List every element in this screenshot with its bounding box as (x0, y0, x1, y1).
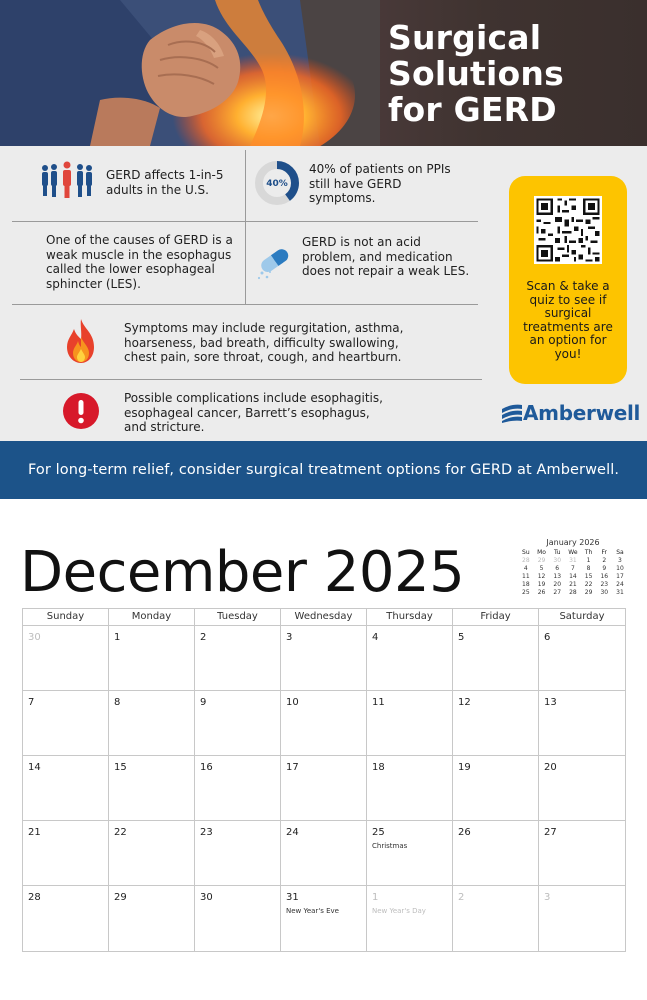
mini-day: 31 (569, 557, 577, 564)
hero-banner (0, 0, 647, 146)
mini-day: 29 (537, 557, 546, 564)
day-cell[interactable] (281, 886, 367, 951)
day-cell[interactable] (109, 756, 195, 821)
day-number: 27 (544, 827, 557, 838)
mini-day: 12 (537, 573, 546, 580)
weekday-header: Monday (109, 609, 195, 625)
day-cell[interactable] (367, 626, 453, 691)
day-cell[interactable] (23, 626, 109, 691)
people-icon (40, 160, 98, 200)
mini-weekday-label: Su (522, 549, 530, 556)
qr-code[interactable] (534, 196, 602, 264)
info-panel (0, 146, 647, 441)
mini-weekday-label: Th (584, 549, 593, 556)
day-cell[interactable] (453, 886, 539, 951)
weekday-header: Wednesday (281, 609, 367, 625)
mini-day: 14 (569, 573, 577, 580)
day-number: 7 (28, 697, 35, 708)
day-cell[interactable] (453, 626, 539, 691)
weekday-header: Thursday (367, 609, 453, 625)
holiday-label: Christmas (372, 842, 408, 850)
fact-complications: Possible complications include esophagitis, esophageal cancer, Barrett’s esophagus, and stricture. (124, 391, 383, 434)
mini-day: 20 (553, 581, 562, 588)
alert-icon (62, 392, 100, 430)
mini-weekday-label: Fr (601, 549, 608, 556)
day-number: 16 (200, 762, 213, 773)
month-title: December 2025 (20, 540, 465, 605)
brand-logo (501, 400, 641, 428)
mini-day: 29 (584, 589, 593, 596)
day-number: 1 (114, 632, 121, 643)
mini-day: 7 (570, 565, 575, 572)
day-number: 10 (286, 697, 299, 708)
day-cell[interactable] (367, 691, 453, 756)
day-number: 31 (286, 892, 299, 903)
day-cell[interactable] (453, 691, 539, 756)
day-number: 3 (286, 632, 293, 643)
brand-name: Amberwell (523, 401, 641, 425)
day-cell[interactable] (281, 756, 367, 821)
day-cell[interactable] (539, 886, 625, 951)
mini-day: 5 (539, 565, 544, 572)
divider (12, 304, 478, 305)
day-number: 30 (28, 632, 41, 643)
mini-weekday-label: Tu (553, 549, 561, 556)
hero-chest-illustration (0, 0, 380, 146)
day-cell[interactable] (195, 821, 281, 886)
day-number: 23 (200, 827, 213, 838)
day-cell[interactable] (367, 886, 453, 951)
mini-weekday-label: Sa (616, 549, 624, 556)
day-number: 17 (286, 762, 299, 773)
day-number: 5 (458, 632, 465, 643)
mini-day: 25 (522, 589, 530, 596)
day-number: 15 (114, 762, 127, 773)
mini-day: 16 (600, 573, 609, 580)
day-cell[interactable] (539, 626, 625, 691)
mini-day: 4 (523, 565, 528, 572)
day-cell[interactable] (281, 626, 367, 691)
day-cell[interactable] (195, 691, 281, 756)
holiday-label: New Year's Eve (286, 907, 339, 915)
mini-day: 8 (586, 565, 591, 572)
mini-day: 2 (602, 557, 607, 564)
day-cell[interactable] (453, 821, 539, 886)
flame-icon (62, 317, 100, 365)
day-number: 8 (114, 697, 121, 708)
day-number: 6 (544, 632, 551, 643)
fact-ppi: 40% of patients on PPIs still have GERD symptoms. (309, 162, 451, 205)
mini-day: 27 (553, 589, 562, 596)
divider (20, 379, 482, 380)
mini-day: 22 (584, 581, 593, 588)
day-cell[interactable] (109, 691, 195, 756)
day-number: 11 (372, 697, 385, 708)
mini-weekday-label: Mo (537, 549, 546, 556)
mini-day: 18 (522, 581, 530, 588)
mini-day: 17 (616, 573, 624, 580)
day-cell[interactable] (453, 756, 539, 821)
day-cell[interactable] (195, 886, 281, 951)
day-cell[interactable] (23, 886, 109, 951)
day-number: 9 (200, 697, 207, 708)
day-number: 30 (200, 892, 213, 903)
mini-day: 19 (537, 581, 546, 588)
hero-title-line: for GERD (388, 90, 557, 129)
month-calendar (22, 608, 626, 952)
divider (245, 150, 246, 304)
day-number: 4 (372, 632, 379, 643)
hero-title (388, 20, 638, 128)
mini-day: 9 (602, 565, 607, 572)
day-number: 3 (544, 892, 551, 903)
holiday-label: New Year's Day (372, 907, 426, 915)
day-number: 14 (28, 762, 41, 773)
day-number: 21 (28, 827, 41, 838)
divider (12, 221, 478, 222)
day-number: 12 (458, 697, 471, 708)
day-cell[interactable] (539, 821, 625, 886)
day-cell[interactable] (109, 886, 195, 951)
weekday-header: Tuesday (195, 609, 281, 625)
next-month-mini-calendar (518, 538, 628, 597)
brand-mark-icon (501, 403, 523, 423)
fact-prevalence: GERD affects 1-in-5 adults in the U.S. (106, 168, 224, 197)
day-cell[interactable] (539, 756, 625, 821)
percent-badge: 40% (266, 179, 288, 189)
day-cell[interactable] (109, 821, 195, 886)
mini-day: 28 (522, 557, 530, 564)
mini-day: 26 (537, 589, 546, 596)
mini-day: 3 (618, 557, 622, 564)
mini-day: 10 (616, 565, 624, 572)
day-cell[interactable] (109, 626, 195, 691)
day-cell[interactable] (367, 821, 453, 886)
day-cell[interactable] (367, 756, 453, 821)
day-number: 26 (458, 827, 471, 838)
fact-not-acid: GERD is not an acid problem, and medication does not repair a weak LES. (302, 235, 470, 278)
qr-code-icon (534, 196, 602, 264)
day-number: 1 (372, 892, 379, 903)
day-cell[interactable] (23, 756, 109, 821)
day-cell[interactable] (23, 821, 109, 886)
day-number: 18 (372, 762, 385, 773)
day-number: 28 (28, 892, 41, 903)
mini-day: 23 (600, 581, 609, 588)
mini-day: 28 (569, 589, 577, 596)
fact-symptoms: Symptoms may include regurgitation, asthma, hoarseness, bad breath, difficulty swallowing, chest pain, sore throat, cough, and heartburn. (124, 321, 404, 364)
day-number: 13 (544, 697, 557, 708)
day-cell[interactable] (539, 691, 625, 756)
percent-donut-icon (254, 160, 300, 206)
mini-day: 6 (555, 565, 560, 572)
mini-day: 24 (616, 581, 624, 588)
weekday-header: Sunday (23, 609, 109, 625)
qr-cta-text: Scan & take a quiz to see if surgical treatments are an option for you! (523, 279, 613, 361)
day-number: 2 (200, 632, 207, 643)
mini-calendar-grid (518, 549, 628, 597)
day-cell[interactable] (195, 756, 281, 821)
day-cell[interactable] (195, 626, 281, 691)
mini-weekday-label: We (568, 549, 578, 556)
day-number: 25 (372, 827, 385, 838)
cta-banner: For long-term relief, consider surgical treatment options for GERD at Amberwell. (0, 441, 647, 499)
day-cell[interactable] (281, 691, 367, 756)
mini-day: 30 (600, 589, 609, 596)
calendar-weekday-header (23, 609, 625, 626)
mini-day: 30 (553, 557, 562, 564)
day-cell[interactable] (23, 691, 109, 756)
mini-calendar-title: January 2026 (546, 538, 600, 547)
hero-title-line: Surgical (388, 18, 542, 57)
day-number: 22 (114, 827, 127, 838)
fact-les-cause: One of the causes of GERD is a weak muscle in the esophagus called the lower esophageal sphincter (LES). (46, 233, 233, 291)
day-number: 2 (458, 892, 465, 903)
day-number: 24 (286, 827, 299, 838)
mini-day: 11 (522, 573, 530, 580)
weekday-header: Saturday (559, 611, 605, 622)
calendar-grid (23, 626, 625, 951)
day-cell[interactable] (281, 821, 367, 886)
mini-day: 31 (616, 589, 624, 596)
qr-card[interactable] (509, 176, 627, 384)
day-number: 29 (114, 892, 127, 903)
pill-capsule-icon (254, 240, 296, 282)
weekday-header: Friday (453, 609, 539, 625)
mini-day: 13 (553, 573, 562, 580)
day-number: 20 (544, 762, 557, 773)
hero-title-line: Solutions (388, 54, 564, 93)
mini-day: 21 (569, 581, 577, 588)
day-number: 19 (458, 762, 471, 773)
mini-day: 15 (584, 573, 593, 580)
mini-day: 1 (586, 557, 591, 564)
